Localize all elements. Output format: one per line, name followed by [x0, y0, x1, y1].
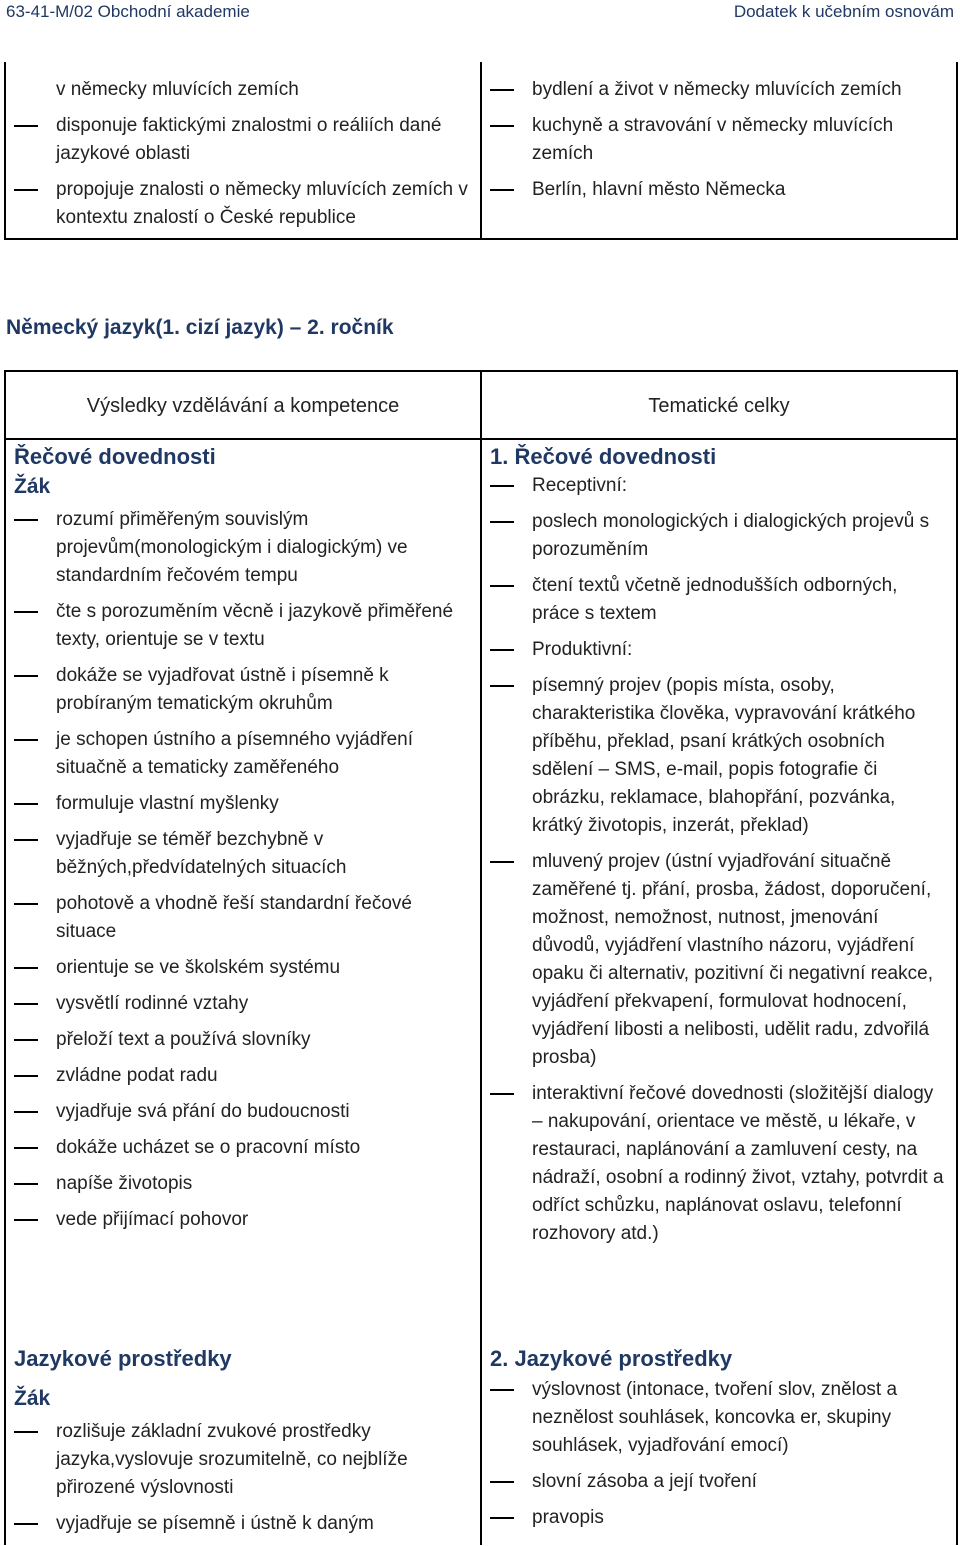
- list-item: interaktivní řečové dovednosti (složitější dialogy – nakupování, orientace ve městě, u lékaře, v restauraci, naplánování a zamluvení cesty, na nádraží, osobní a rodinný život, vztahy, potvrdit a odříct schůzku, naplánovat oslavu, telefonní rozhovory atd.): [486, 1080, 946, 1248]
- top-left-intro: v německy mluvících zemích: [56, 79, 299, 100]
- list-item: mluvený projev (ústní vyjadřování situačně zaměřené tj. přání, prosba, žádost, doporučení, možnost, nemožnost, nutnost, jmenování důvodů, vyjádření vlastního názoru, vyjádření opaku či alternativ, pozitivní či negativní reakce, vyjádření překvapení, formulovat hodnocení, vyjádření libosti a nelibosti, udělit radu, zdvořilá prosba): [486, 848, 946, 1072]
- list-item: orientuje se ve školském systému: [10, 954, 470, 982]
- list-item: zvládne podat radu: [10, 1062, 470, 1090]
- list-item: vyjadřuje se písemně i ústně k daným: [10, 1510, 470, 1538]
- list-item: čtení textů včetně jednodušších odborných, práce s textem: [486, 572, 946, 628]
- list-item: poslech monologických i dialogických projevů s porozuměním: [486, 508, 946, 564]
- header-right-text: Dodatek k učebním osnovám: [733, 2, 954, 21]
- top-table-right-cell: [482, 62, 956, 238]
- dash-icon: [14, 519, 38, 521]
- list-item: vyjadřuje se téměř bezchybně v běžných,předvídatelných situacích: [10, 826, 470, 882]
- list-item: vysvětlí rodinné vztahy: [10, 990, 470, 1018]
- list-item: slovní zásoba a její tvoření: [486, 1468, 946, 1496]
- list-item: bydlení a život v německy mluvících zemích: [486, 76, 946, 104]
- speech-skills-outcomes-list: [10, 506, 470, 1234]
- list-item: přeloží text a používá slovníky: [10, 1026, 470, 1054]
- top-table-left-cell: [6, 62, 480, 238]
- list-item: pohotově a vhodně řeší standardní řečové situace: [10, 890, 470, 946]
- list-item: je schopen ústního a písemného vyjádření situačně a tematicky zaměřeného: [10, 726, 470, 782]
- dash-icon: [490, 585, 514, 587]
- top-left-list: [10, 112, 470, 232]
- dash-icon: [14, 739, 38, 741]
- dash-icon: [14, 189, 38, 191]
- dash-icon: [490, 1093, 514, 1095]
- list-item: rozlišuje základní zvukové prostředky jazyka,vyslovuje srozumitelně, co nejblíže přirozené výslovnosti: [10, 1418, 470, 1502]
- list-item: napíše životopis: [10, 1170, 470, 1198]
- language-means-topics-cell: [482, 1344, 956, 1540]
- list-item: kuchyně a stravování v německy mluvících zemích: [486, 112, 946, 168]
- speech-skills-topics-list: [486, 472, 946, 1248]
- dash-icon: [14, 1111, 38, 1113]
- dash-icon: [14, 125, 38, 127]
- student-label: Žák: [14, 475, 51, 498]
- language-means-title: Jazykové prostředky: [14, 1346, 232, 1371]
- page-header: [0, 0, 960, 24]
- list-item: vede přijímací pohovor: [10, 1206, 470, 1234]
- dash-icon: [14, 611, 38, 613]
- list-item: disponuje faktickými znalostmi o reáliích dané jazykové oblasti: [10, 112, 470, 168]
- header-left-text: 63-41-M/02 Obchodní akademie: [6, 2, 250, 21]
- dash-icon: [14, 1431, 38, 1433]
- language-means-outcomes-list: [10, 1418, 470, 1538]
- dash-icon: [14, 675, 38, 677]
- list-item: Receptivní:: [486, 472, 946, 500]
- dash-icon: [490, 1517, 514, 1519]
- dash-icon: [14, 803, 38, 805]
- dash-icon: [14, 967, 38, 969]
- dash-icon: [490, 1389, 514, 1391]
- list-item: propojuje znalosti o německy mluvících zemích v kontextu znalostí o České republice: [10, 176, 470, 232]
- dash-icon: [14, 1003, 38, 1005]
- dash-icon: [14, 839, 38, 841]
- dash-icon: [14, 1075, 38, 1077]
- section-title: Německý jazyk(1. cizí jazyk) – 2. ročník: [6, 316, 394, 339]
- speech-skills-title: Řečové dovednosti: [14, 444, 216, 469]
- dash-icon: [490, 125, 514, 127]
- language-means-topics-list: [486, 1376, 946, 1532]
- dash-icon: [14, 1147, 38, 1149]
- main-table: [4, 370, 958, 1545]
- dash-icon: [490, 1481, 514, 1483]
- topic-language-means-title: 2. Jazykové prostředky: [490, 1346, 733, 1371]
- dash-icon: [14, 1523, 38, 1525]
- list-item: Produktivní:: [486, 636, 946, 664]
- top-table: [4, 62, 958, 240]
- language-means-outcomes-cell: [6, 1344, 480, 1546]
- list-item: pravopis: [486, 1504, 946, 1532]
- column-header-outcomes: Výsledky vzdělávání a kompetence: [86, 394, 400, 417]
- dash-icon: [14, 1183, 38, 1185]
- list-item: vyjadřuje svá přání do budoucnosti: [10, 1098, 470, 1126]
- student-label: Žák: [14, 1387, 51, 1410]
- list-item: čte s porozuměním věcně i jazykově přiměřené texty, orientuje se v textu: [10, 598, 470, 654]
- list-item: písemný projev (popis místa, osoby, charakteristika člověka, vypravování krátkého příběhu, překlad, psaní krátkých osobních sdělení – SMS, e-mail, popis fotografie či obrázku, reklamace, blahopřání, pozvánka, krátký životopis, inzerát, překlad): [486, 672, 946, 840]
- column-header-topics: Tematické celky: [648, 394, 790, 417]
- list-item: formuluje vlastní myšlenky: [10, 790, 470, 818]
- topic-speech-skills-title: 1. Řečové dovednosti: [490, 444, 717, 469]
- dash-icon: [490, 649, 514, 651]
- list-item: výslovnost (intonace, tvoření slov, znělost a neznělost souhlásek, koncovka er, skupiny souhlásek, vyjadřování emocí): [486, 1376, 946, 1460]
- list-item: Berlín, hlavní město Německa: [486, 176, 946, 204]
- list-item: rozumí přiměřeným souvislým projevům(monologickým i dialogickým) ve standardním řečovém tempu: [10, 506, 470, 590]
- list-item: dokáže ucházet se o pracovní místo: [10, 1134, 470, 1162]
- dash-icon: [14, 903, 38, 905]
- dash-icon: [490, 189, 514, 191]
- top-right-list: [486, 76, 946, 204]
- dash-icon: [490, 89, 514, 91]
- dash-icon: [14, 1219, 38, 1221]
- list-item: dokáže se vyjadřovat ústně i písemně k probíraným tematickým okruhům: [10, 662, 470, 718]
- dash-icon: [14, 1039, 38, 1041]
- dash-icon: [490, 685, 514, 687]
- dash-icon: [490, 485, 514, 487]
- dash-icon: [490, 521, 514, 523]
- dash-icon: [490, 861, 514, 863]
